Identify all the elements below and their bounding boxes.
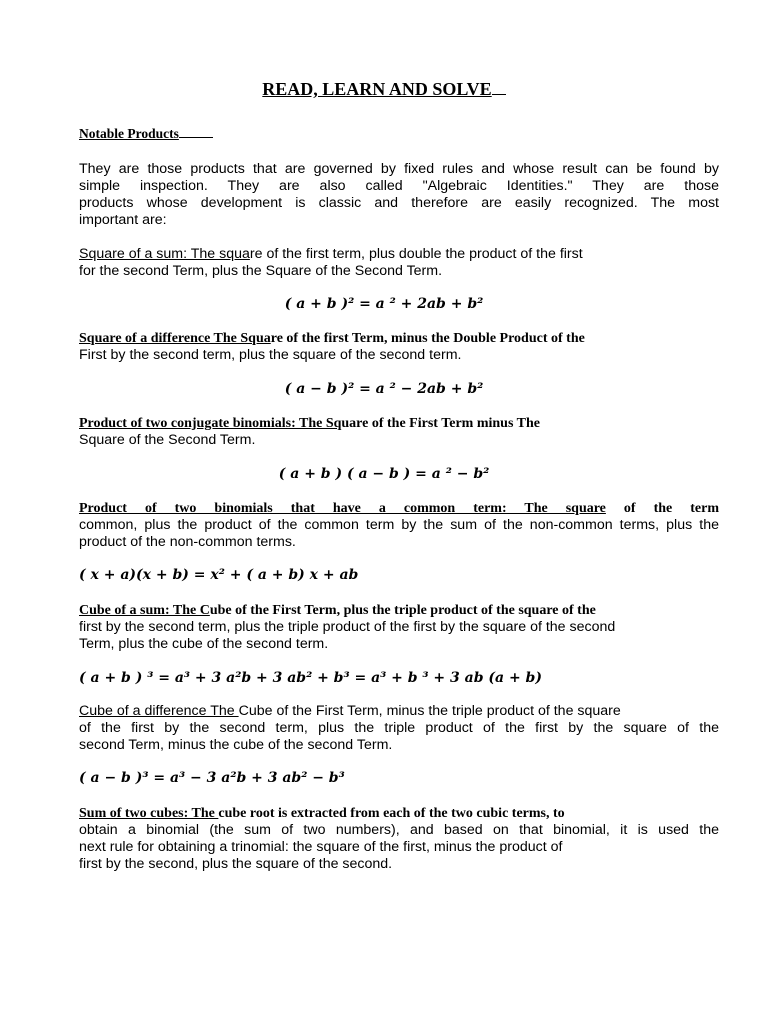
conjugate-binomials-formula: ( a + b ) ( a − b ) = a ² − b²	[278, 466, 490, 482]
square-of-sum-text: Square of a sum: The square of the first term, plus double the product of the first for the second Term, plus the Square of the Second Term.	[79, 246, 583, 279]
conjugate-binomials-text: Product of two conjugate binomials: The Square of the First Term minus The Square of the Second Term.	[79, 416, 540, 448]
common-term-text: Product of two binomials that have a common term: The square of the term common, plus the product of the common term by the sum of the non-common terms, plus the product of the non-common terms.	[79, 501, 719, 550]
cube-of-sum-formula: ( a + b ) ³ = a³ + 3 a²b + 3 ab² + b³ = a³ + b ³ + 3 ab (a + b)	[79, 670, 542, 686]
square-of-difference-text: Square of a difference The Square of the first Term, minus the Double Product of the First by the second term, plus the square of the second term.	[79, 331, 585, 363]
intro-paragraph: They are those products that are governed by fixed rules and whose result can be found by simple inspection. They are also called "Algebraic Identities." They are those products whose development is classic and therefore are easily recognized. The most important are:	[79, 161, 719, 228]
square-of-sum-formula: ( a + b )² = a ² + 2ab + b²	[284, 296, 484, 312]
cube-of-difference-text: Cube of a difference The Cube of the First Term, minus the triple product of the square of the first by the second term, plus the triple product of the first by the square of the second Term, minus the cube of the second Term.	[79, 703, 719, 753]
section-heading: Notable Products	[79, 125, 213, 142]
cube-of-difference-formula: ( a − b )³ = a³ − 3 a²b + 3 ab² − b³	[79, 770, 345, 786]
square-of-difference-formula: ( a − b )² = a ² − 2ab + b²	[284, 381, 484, 397]
cube-of-sum-text: Cube of a sum: The Cube of the First Term, plus the triple product of the square of the first by the second term, plus the triple product of the first by the square of the second Term, plus the cube of the second term.	[79, 603, 616, 652]
sum-of-cubes-text: Sum of two cubes: The cube root is extracted from each of the two cubic terms, to obtain a binomial (the sum of two numbers), and based on that binomial, it is used the next rule for obtaining a trinomial: the square of the first, minus the product of first by the second, plus the square of the second.	[79, 806, 719, 872]
page-title: READ, LEARN AND SOLVE	[0, 79, 768, 100]
common-term-formula: ( x + a)(x + b) = x² + ( a + b) x + ab	[79, 567, 359, 583]
